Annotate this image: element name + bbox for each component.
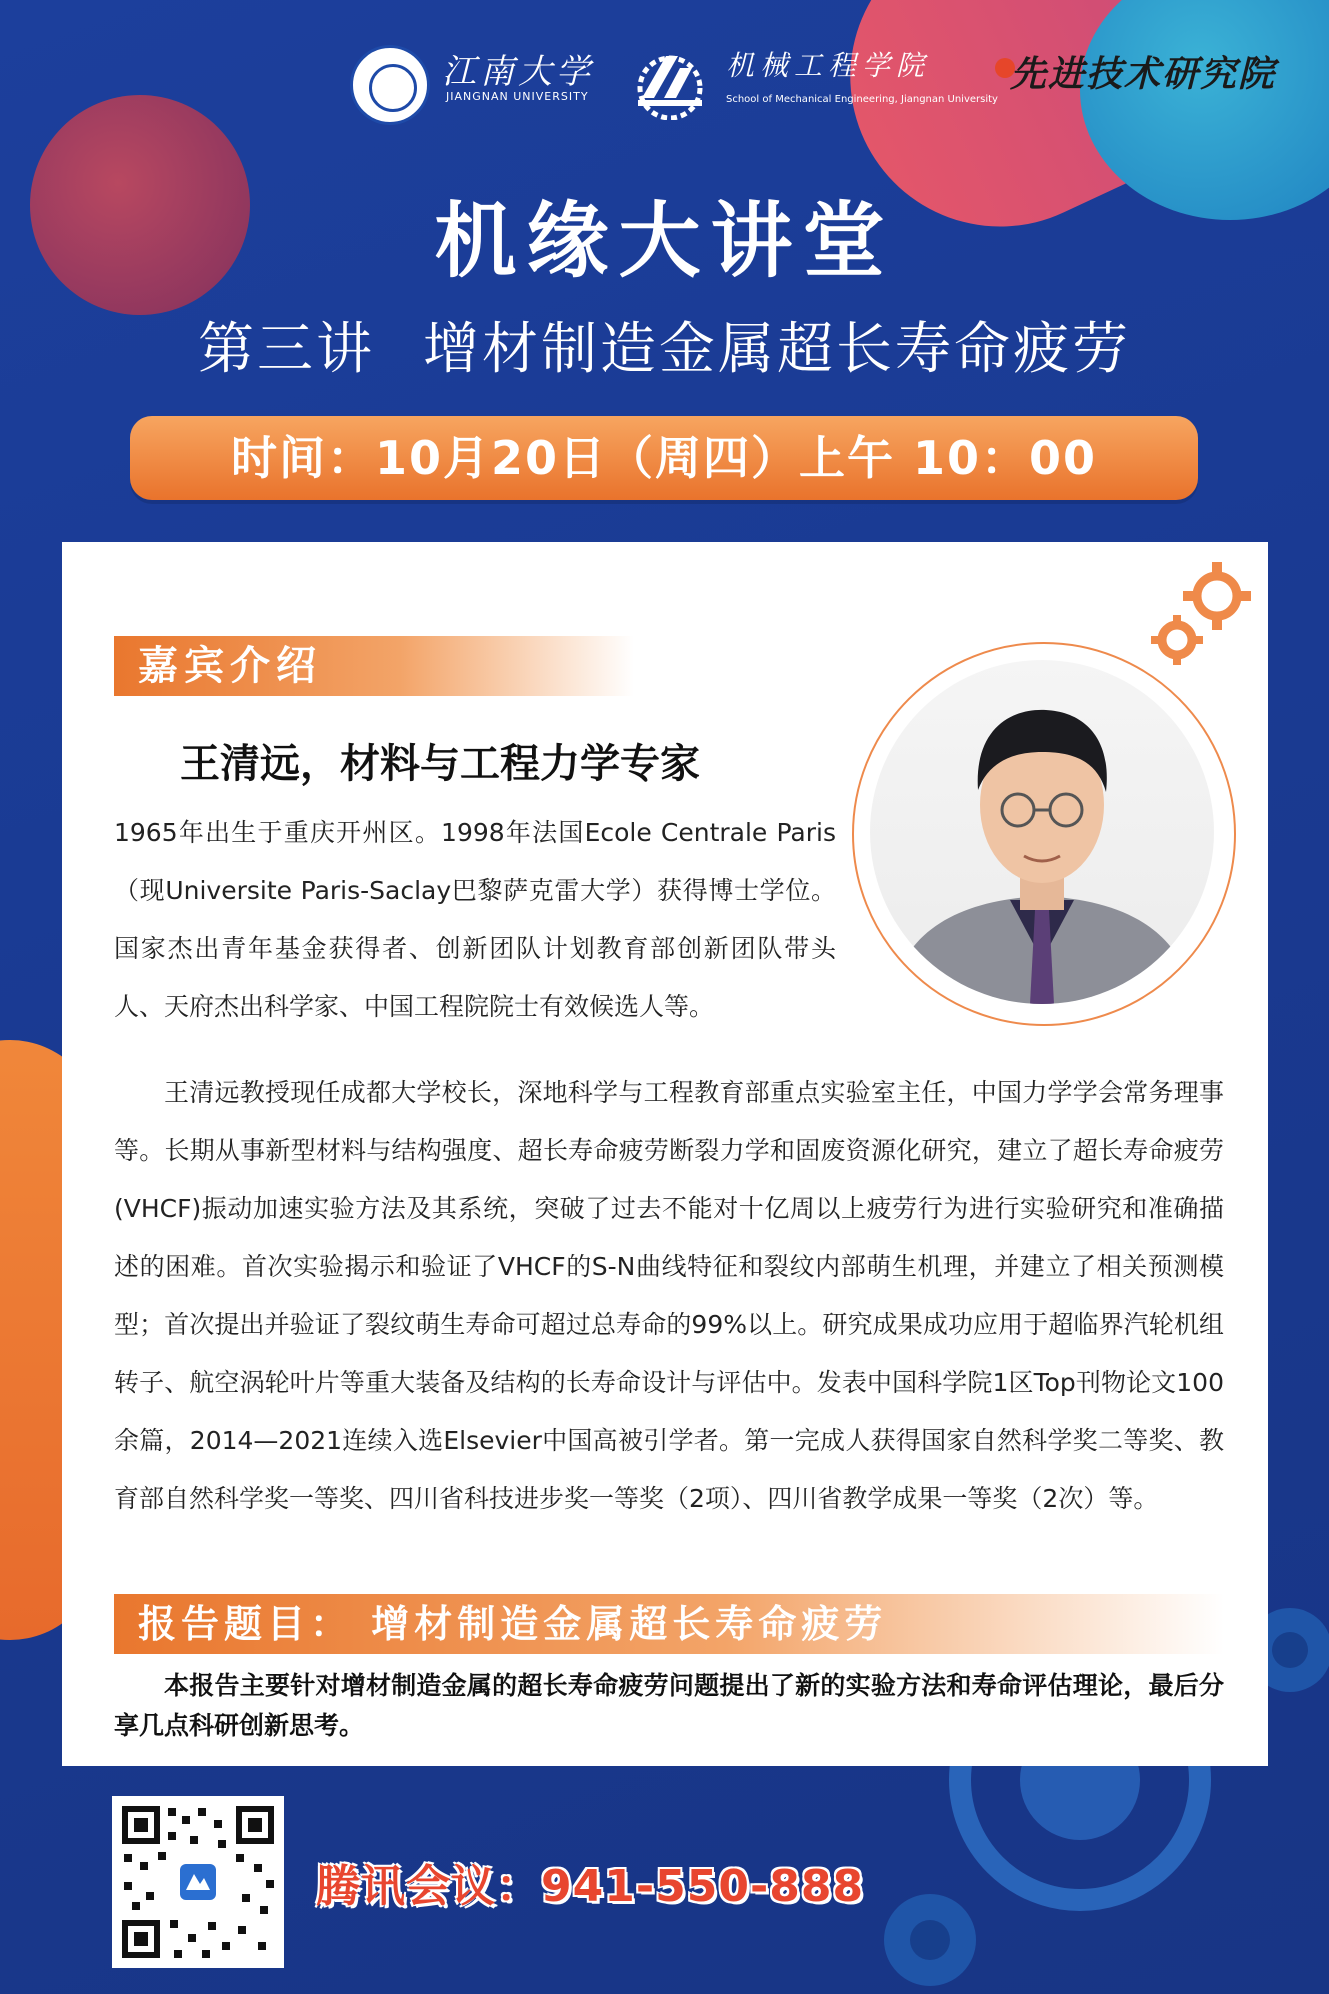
guest-name: 王清远，材料与工程力学专家: [180, 741, 700, 787]
time-banner: 时间：10月20日（周四）上午 10：00: [130, 416, 1198, 500]
university-seal-icon: [350, 45, 430, 125]
meeting-info: 腾讯会议：941-550-888: [316, 1861, 865, 1912]
gear-icon: [1147, 560, 1257, 670]
lecture-number: 第三讲: [198, 317, 375, 382]
school-logo-icon: [628, 48, 712, 120]
university-name-en: JIANGNAN UNIVERSITY: [446, 90, 589, 103]
header-logos: [350, 40, 1300, 130]
lecture-subtitle: [0, 305, 1329, 385]
guest-photo: [870, 660, 1214, 1004]
university-name-cn: 江南大学: [442, 52, 594, 92]
qr-code-icon: [118, 1802, 278, 1962]
school-name-en: School of Mechanical Engineering, Jiangnan University: [726, 94, 998, 105]
guest-section-header: 嘉宾介绍: [114, 636, 634, 696]
guest-bio-long: 王清远教授现任成都大学校长，深地科学与工程教育部重点实验室主任，中国力学学会常务理事等。长期从事新型材料与结构强度、超长寿命疲劳断裂力学和固废资源化研究，建立了超长寿命疲劳(VHCF)振动加速实验方法及其系统，突破了过去不能对十亿周以上疲劳行为进行实验研究和准确描述的困难。首次实验揭示和验证了VHCF的S-N曲线特征和裂纹内部萌生机理，并建立了相关预测模型；首次提出并验证了裂纹萌生寿命可超过总寿命的99%以上。研究成果成功应用于超临界汽轮机组转子、航空涡轮叶片等重大装备及结构的长寿命设计与评估中。发表中国科学院1区Top刊物论文100余篇，2014—2021连续入选Elsevier中国高被引学者。第一完成人获得国家自然科学奖二等奖、教育部自然科学奖一等奖、四川省科技进步奖一等奖（2项）、四川省教学成果一等奖（2次）等。: [114, 1078, 1224, 1513]
school-name-cn: 机械工程学院: [726, 49, 931, 82]
report-section-header: 报告题目： 增材制造金属超长寿命疲劳: [114, 1594, 1224, 1654]
content-card: [62, 542, 1268, 1766]
qr-code[interactable]: [112, 1796, 284, 1968]
lecture-topic: 增材制造金属超长寿命疲劳: [423, 317, 1131, 382]
guest-bio-short: 1965年出生于重庆开州区。1998年法国Ecole Centrale Paris（现Universite Paris-Saclay巴黎萨克雷大学）获得博士学位。国家杰出青年基金获得者、创新团队计划教育部创新团队带头人、天府杰出科学家、中国工程院院士有效候选人等。: [114, 818, 836, 1021]
report-summary: 本报告主要针对增材制造金属的超长寿命疲劳问题提出了新的实验方法和寿命评估理论，最后分享几点科研创新思考。: [114, 1671, 1224, 1740]
institute-name: 先进技术研究院: [1010, 53, 1277, 95]
portrait-icon: [870, 660, 1214, 1004]
page-title: 机缘大讲堂: [434, 194, 895, 289]
